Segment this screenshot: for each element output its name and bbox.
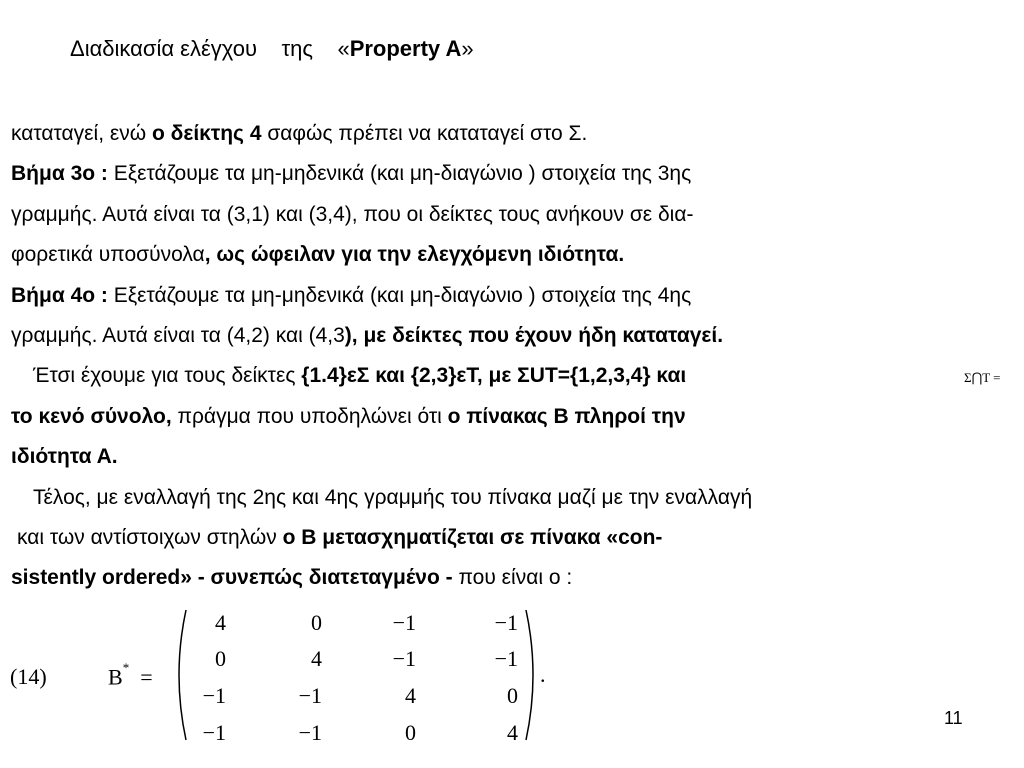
text-run: γραμμής. Αυτά είναι τα (3,1) και (3,4), που οι δείκτες τους ανήκουν σε δια- — [11, 202, 694, 226]
text-line-9 — [11, 437, 1016, 477]
equation-period: . — [540, 662, 546, 687]
text-line-6 — [11, 316, 1016, 356]
text-line-4 — [11, 235, 1016, 275]
title-suffix: » — [461, 36, 474, 61]
matrix-entry: 4 — [311, 646, 322, 671]
matrix-entry: 4 — [215, 610, 226, 635]
matrix-entry: 4 — [405, 683, 416, 708]
text-line-5 — [11, 276, 1016, 316]
left-bracket — [179, 610, 186, 740]
text-run-bold: το κενό σύνολο, — [11, 404, 172, 428]
text-line-8 — [11, 397, 1016, 437]
text-run: που είναι ο : — [452, 566, 573, 590]
matrix-entry: 0 — [215, 646, 226, 671]
text-run: σαφώς πρέπει να καταταγεί στο Σ. — [261, 122, 588, 145]
text-run: γραμμής. Αυτά είναι τα (4,2) και (4,3 — [11, 324, 345, 348]
text-run-bold: , ως ώφειλαν για την ελεγχόμενη ιδιότητα. — [204, 243, 625, 267]
matrix-entry: −1 — [392, 610, 416, 635]
matrix-entry: 4 — [507, 720, 518, 745]
text-line-12 — [11, 558, 1016, 598]
text-run: πράγμα που υποδηλώνει ότι — [171, 404, 448, 428]
step-label: Βήμα 4ο : — [11, 283, 108, 307]
text-run: καταταγεί, ενώ — [11, 122, 152, 145]
matrix-entry: −1 — [494, 610, 518, 635]
matrix-entry: −1 — [298, 720, 322, 745]
text-run-bold: ο Β μετασχηματίζεται σε πίνακα «con- — [282, 526, 663, 550]
text-line-3 — [11, 195, 1016, 235]
text-line-7 — [11, 356, 1016, 396]
body-text — [11, 114, 1016, 599]
text-line-1 — [11, 114, 1016, 154]
text-run: Εξετάζουμε τα μη-μηδενικά (και μη-διαγώνιο ) στοιχεία της 3ης — [107, 162, 692, 186]
matrix-entry: −1 — [392, 646, 416, 671]
matrix-entry: −1 — [202, 683, 226, 708]
matrix-entry: −1 — [298, 683, 322, 708]
text-run: Έτσι έχουμε για τους δείκτες — [33, 364, 302, 388]
text-run: και των αντίστοιχων στηλών — [17, 526, 283, 550]
slide-title — [70, 36, 474, 62]
text-run-bold: {1.4}εΣ και {2,3}εΤ, με ΣUΤ={1,2,3,4} και — [301, 364, 687, 388]
matrix-symbol: B — [108, 664, 123, 690]
equals-sign: = — [140, 664, 153, 690]
text-run-bold: ο πίνακας Β πληροί την — [447, 404, 686, 428]
matrix-superscript: * — [122, 660, 130, 675]
inline-formula: Σ⋂Τ = — [964, 370, 1001, 385]
title-prefix: Διαδικασία ελέγχου της « — [70, 36, 350, 61]
matrix-entry: 0 — [507, 683, 518, 708]
matrix — [0, 600, 1024, 750]
matrix-entry: 0 — [311, 610, 322, 635]
text-run: Τέλος, με εναλλαγή της 2ης και 4ης γραμμής του πίνακα μαζί με την εναλλαγή — [33, 485, 753, 509]
text-run-bold: ), με δείκτες που έχουν ήδη καταταγεί. — [344, 324, 724, 348]
text-line-11 — [11, 518, 1016, 558]
step-label: Βήμα 3ο : — [11, 162, 108, 186]
matrix-entry: −1 — [494, 646, 518, 671]
text-run: Εξετάζουμε τα μη-μηδενικά (και μη-διαγώνιο ) στοιχεία της 4ης — [107, 283, 692, 307]
text-run-bold: ο δείκτης 4 — [151, 122, 262, 145]
text-line-2 — [11, 154, 1016, 194]
text-run: φορετικά υποσύνολα — [11, 243, 205, 267]
matrix-entry: 0 — [405, 720, 416, 745]
equation-14 — [0, 600, 1024, 750]
right-bracket — [526, 610, 533, 740]
text-run-bold: sistently ordered» - συνεπώς διατεταγμένο - — [11, 566, 453, 590]
matrix-entry: −1 — [202, 720, 226, 745]
page-number: 11 — [944, 708, 963, 728]
equation-number: (14) — [10, 664, 47, 689]
text-run-bold: ιδιότητα Α. — [11, 445, 118, 469]
text-line-10 — [11, 478, 1016, 518]
title-bold: Property A — [349, 36, 462, 61]
